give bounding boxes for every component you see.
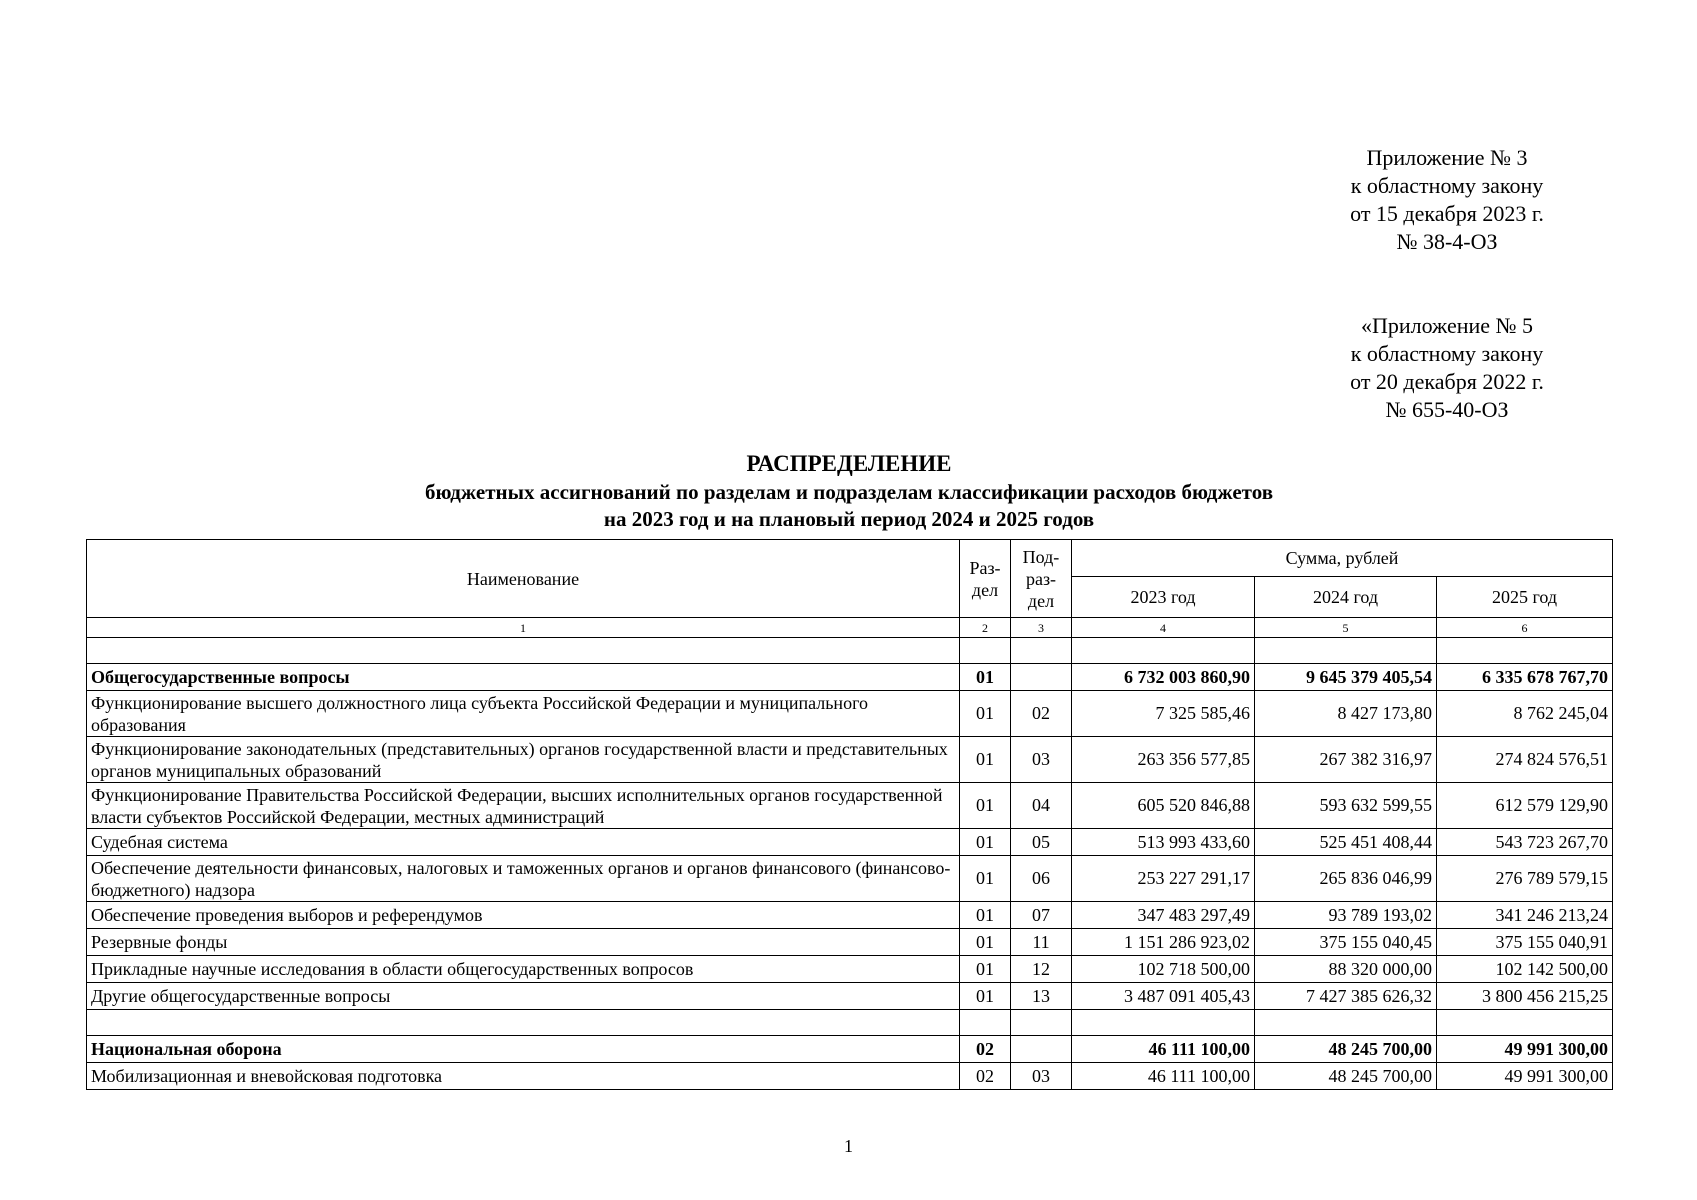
row-subsection: 11	[1011, 929, 1072, 956]
row-subsection: 07	[1011, 902, 1072, 929]
row-amount-2024: 8 427 173,80	[1255, 691, 1437, 737]
empty-cell	[87, 638, 960, 664]
spacer-row	[87, 1010, 1613, 1036]
row-name: Прикладные научные исследования в области общегосударственных вопросов	[87, 956, 960, 983]
document-title	[86, 449, 1612, 533]
row-amount-2023: 253 227 291,17	[1072, 856, 1255, 902]
row-amount-2024: 593 632 599,55	[1255, 783, 1437, 829]
row-amount-2025: 375 155 040,91	[1437, 929, 1613, 956]
row-amount-2023: 102 718 500,00	[1072, 956, 1255, 983]
row-amount-2025: 543 723 267,70	[1437, 829, 1613, 856]
row-amount-2025: 3 800 456 215,25	[1437, 983, 1613, 1010]
row-amount-2023: 3 487 091 405,43	[1072, 983, 1255, 1010]
row-section: 01	[960, 691, 1011, 737]
header-year-2024: 2024 год	[1255, 577, 1437, 618]
row-amount-2023: 46 111 100,00	[1072, 1063, 1255, 1090]
row-amount-2025: 6 335 678 767,70	[1437, 664, 1613, 691]
row-subsection: 04	[1011, 783, 1072, 829]
header-subsection	[1011, 540, 1072, 618]
appendix-line: № 38-4-ОЗ	[1396, 229, 1498, 254]
row-subsection	[1011, 1036, 1072, 1063]
table-row	[87, 829, 1613, 856]
table-row	[87, 691, 1613, 737]
row-section: 01	[960, 983, 1011, 1010]
empty-cell	[1011, 1010, 1072, 1036]
appendix-line: Приложение № 3	[1366, 145, 1528, 170]
table-row	[87, 902, 1613, 929]
row-amount-2024: 267 382 316,97	[1255, 737, 1437, 783]
row-name: Общегосударственные вопросы	[87, 664, 960, 691]
row-section: 01	[960, 902, 1011, 929]
table-row	[87, 1063, 1613, 1090]
row-section: 01	[960, 783, 1011, 829]
row-amount-2025: 612 579 129,90	[1437, 783, 1613, 829]
row-section: 01	[960, 737, 1011, 783]
row-amount-2023: 513 993 433,60	[1072, 829, 1255, 856]
row-subsection: 05	[1011, 829, 1072, 856]
row-amount-2025: 49 991 300,00	[1437, 1036, 1613, 1063]
header-sum: Сумма, рублей	[1072, 540, 1613, 577]
row-amount-2025: 276 789 579,15	[1437, 856, 1613, 902]
row-section: 02	[960, 1036, 1011, 1063]
header-section-line: дел	[971, 579, 999, 600]
title-period: на 2023 год и на плановый период 2024 и 2025 годов	[603, 507, 1095, 531]
row-amount-2024: 7 427 385 626,32	[1255, 983, 1437, 1010]
row-subsection: 03	[1011, 1063, 1072, 1090]
row-amount-2025: 274 824 576,51	[1437, 737, 1613, 783]
empty-cell	[1437, 1010, 1613, 1036]
row-amount-2024: 48 245 700,00	[1255, 1063, 1437, 1090]
header-year-2025: 2025 год	[1437, 577, 1613, 618]
section-total-row	[87, 664, 1613, 691]
header-name: Наименование	[87, 540, 960, 618]
header-section	[960, 540, 1011, 618]
row-amount-2024: 265 836 046,99	[1255, 856, 1437, 902]
row-amount-2023: 347 483 297,49	[1072, 902, 1255, 929]
empty-cell	[960, 1010, 1011, 1036]
appendix-line: от 15 декабря 2023 г.	[1350, 201, 1544, 226]
row-name: Судебная система	[87, 829, 960, 856]
empty-cell	[1437, 638, 1613, 664]
row-name: Функционирование высшего должностного лица субъекта Российской Федерации и муниципального образования	[87, 691, 960, 737]
row-name: Резервные фонды	[87, 929, 960, 956]
row-amount-2023: 605 520 846,88	[1072, 783, 1255, 829]
row-amount-2023: 6 732 003 860,90	[1072, 664, 1255, 691]
row-section: 02	[960, 1063, 1011, 1090]
page-number: 1	[844, 1136, 853, 1156]
row-name: Функционирование законодательных (представительных) органов государственной власти и представительных органов муниципальных образований	[87, 737, 960, 783]
header-subsection-line: раз-	[1025, 568, 1057, 589]
row-name: Функционирование Правительства Российской Федерации, высших исполнительных органов государственной власти субъектов Российской Федерации, местных администраций	[87, 783, 960, 829]
table-row	[87, 737, 1613, 783]
title-subtitle: бюджетных ассигнований по разделам и подразделам классификации расходов бюджетов	[424, 480, 1274, 504]
empty-cell	[1072, 638, 1255, 664]
row-amount-2025: 8 762 245,04	[1437, 691, 1613, 737]
column-index: 4	[1072, 618, 1255, 638]
table-body	[87, 638, 1613, 1090]
row-subsection: 02	[1011, 691, 1072, 737]
row-name: Национальная оборона	[87, 1036, 960, 1063]
row-section: 01	[960, 664, 1011, 691]
row-amount-2024: 88 320 000,00	[1255, 956, 1437, 983]
row-amount-2024: 93 789 193,02	[1255, 902, 1437, 929]
title-main: РАСПРЕДЕЛЕНИЕ	[746, 451, 952, 476]
spacer-row	[87, 638, 1613, 664]
header-subsection-line: дел	[1027, 590, 1055, 611]
row-section: 01	[960, 856, 1011, 902]
row-amount-2023: 263 356 577,85	[1072, 737, 1255, 783]
row-amount-2024: 48 245 700,00	[1255, 1036, 1437, 1063]
row-amount-2025: 341 246 213,24	[1437, 902, 1613, 929]
appendix-line: «Приложение № 5	[1360, 313, 1534, 338]
column-index: 5	[1255, 618, 1437, 638]
header-year-2023: 2023 год	[1072, 577, 1255, 618]
appendix-original-law	[1317, 312, 1577, 424]
row-amount-2025: 102 142 500,00	[1437, 956, 1613, 983]
appendix-line: № 655-40-ОЗ	[1385, 397, 1509, 422]
empty-cell	[87, 1010, 960, 1036]
row-subsection: 03	[1011, 737, 1072, 783]
column-index: 2	[960, 618, 1011, 638]
empty-cell	[1255, 638, 1437, 664]
empty-cell	[1255, 1010, 1437, 1036]
row-section: 01	[960, 929, 1011, 956]
header-subsection-line: Под-	[1022, 546, 1060, 567]
row-section: 01	[960, 829, 1011, 856]
appendix-line: к областному закону	[1350, 173, 1544, 198]
appendix-line: к областному закону	[1350, 341, 1544, 366]
row-amount-2023: 46 111 100,00	[1072, 1036, 1255, 1063]
row-amount-2024: 525 451 408,44	[1255, 829, 1437, 856]
row-amount-2023: 7 325 585,46	[1072, 691, 1255, 737]
table-row	[87, 983, 1613, 1010]
row-subsection	[1011, 664, 1072, 691]
row-amount-2023: 1 151 286 923,02	[1072, 929, 1255, 956]
header-section-line: Раз-	[969, 557, 1001, 578]
row-amount-2024: 9 645 379 405,54	[1255, 664, 1437, 691]
appendix-current-law	[1317, 144, 1577, 256]
row-subsection: 13	[1011, 983, 1072, 1010]
empty-cell	[1011, 638, 1072, 664]
row-amount-2024: 375 155 040,45	[1255, 929, 1437, 956]
row-subsection: 06	[1011, 856, 1072, 902]
column-index: 1	[87, 618, 960, 638]
column-index-row	[87, 618, 1613, 638]
table-row	[87, 929, 1613, 956]
row-name: Мобилизационная и вневойсковая подготовка	[87, 1063, 960, 1090]
row-name: Другие общегосударственные вопросы	[87, 983, 960, 1010]
table-row	[87, 856, 1613, 902]
row-section: 01	[960, 956, 1011, 983]
table-row	[87, 783, 1613, 829]
row-amount-2025: 49 991 300,00	[1437, 1063, 1613, 1090]
row-name: Обеспечение деятельности финансовых, налоговых и таможенных органов и органов финансового (финансово-бюджетного) надзора	[87, 856, 960, 902]
table-row	[87, 956, 1613, 983]
row-name: Обеспечение проведения выборов и референдумов	[87, 902, 960, 929]
budget-allocation-table	[86, 539, 1613, 1090]
column-index: 6	[1437, 618, 1613, 638]
appendix-line: от 20 декабря 2022 г.	[1350, 369, 1544, 394]
empty-cell	[960, 638, 1011, 664]
column-index: 3	[1011, 618, 1072, 638]
empty-cell	[1072, 1010, 1255, 1036]
row-subsection: 12	[1011, 956, 1072, 983]
section-total-row	[87, 1036, 1613, 1063]
